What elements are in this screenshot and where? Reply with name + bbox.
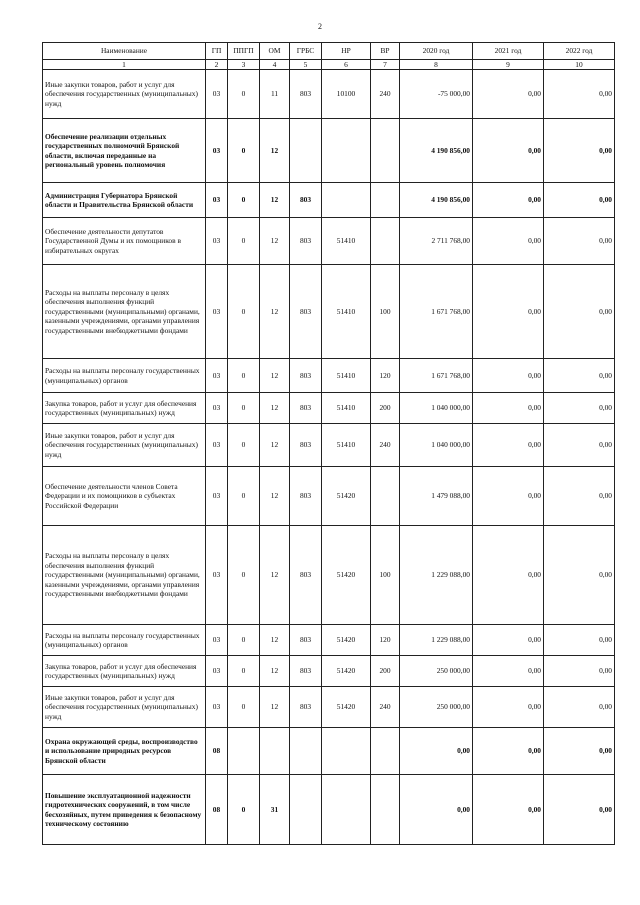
cell-nr: 51420 xyxy=(322,687,371,728)
cell-vr xyxy=(371,183,400,218)
cell-2021: 0,00 xyxy=(473,359,544,393)
cell-2020: 0,00 xyxy=(400,728,473,775)
header-grbs: ГРБС xyxy=(290,43,322,60)
cell-om: 11 xyxy=(260,70,290,119)
cell-om: 12 xyxy=(260,218,290,265)
table-row xyxy=(43,393,615,424)
cell-2022: 0,00 xyxy=(544,687,615,728)
cell-om: 12 xyxy=(260,119,290,183)
cell-2022: 0,00 xyxy=(544,656,615,687)
cell-grbs: 803 xyxy=(290,393,322,424)
cell-2022: 0,00 xyxy=(544,393,615,424)
cell-2020: 0,00 xyxy=(400,775,473,845)
cell-nr: 51420 xyxy=(322,656,371,687)
cell-name: Охрана окружающей среды, воспроизводство и использование природных ресурсов Брянской области xyxy=(43,728,206,775)
column-number-row xyxy=(43,60,615,70)
column-number: 8 xyxy=(400,60,473,70)
header-ppgp: ППГП xyxy=(228,43,260,60)
cell-gp: 03 xyxy=(206,393,228,424)
cell-gp: 08 xyxy=(206,728,228,775)
cell-grbs: 803 xyxy=(290,183,322,218)
cell-vr xyxy=(371,728,400,775)
cell-nr: 51420 xyxy=(322,625,371,656)
header-om: ОМ xyxy=(260,43,290,60)
cell-gp: 03 xyxy=(206,625,228,656)
cell-ppgp: 0 xyxy=(228,393,260,424)
cell-nr xyxy=(322,183,371,218)
cell-2020: 4 190 856,00 xyxy=(400,183,473,218)
table-row xyxy=(43,526,615,625)
cell-name: Иные закупки товаров, работ и услуг для обеспечения государственных (муниципальных) нужд xyxy=(43,70,206,119)
cell-nr: 51420 xyxy=(322,526,371,625)
cell-nr: 51420 xyxy=(322,467,371,526)
cell-gp: 03 xyxy=(206,656,228,687)
cell-2021: 0,00 xyxy=(473,728,544,775)
cell-ppgp xyxy=(228,728,260,775)
cell-ppgp: 0 xyxy=(228,656,260,687)
cell-nr: 51410 xyxy=(322,424,371,467)
cell-gp: 08 xyxy=(206,775,228,845)
cell-2020: 250 000,00 xyxy=(400,687,473,728)
cell-grbs: 803 xyxy=(290,218,322,265)
cell-nr: 10100 xyxy=(322,70,371,119)
cell-vr: 200 xyxy=(371,393,400,424)
cell-name: Иные закупки товаров, работ и услуг для обеспечения государственных (муниципальных) нужд xyxy=(43,424,206,467)
cell-grbs: 803 xyxy=(290,526,322,625)
cell-ppgp: 0 xyxy=(228,775,260,845)
cell-2020: 1 040 000,00 xyxy=(400,424,473,467)
table-body xyxy=(43,70,615,845)
cell-2022: 0,00 xyxy=(544,775,615,845)
cell-2020: 250 000,00 xyxy=(400,656,473,687)
cell-2021: 0,00 xyxy=(473,656,544,687)
cell-vr: 120 xyxy=(371,359,400,393)
table-row xyxy=(43,625,615,656)
cell-ppgp: 0 xyxy=(228,359,260,393)
column-number: 7 xyxy=(371,60,400,70)
cell-vr xyxy=(371,218,400,265)
cell-om: 12 xyxy=(260,467,290,526)
table-row xyxy=(43,467,615,526)
header-2020: 2020 год xyxy=(400,43,473,60)
cell-gp: 03 xyxy=(206,687,228,728)
cell-name: Повышение эксплуатационной надежности гидротехнических сооружений, в том числе бесхозяйных, путем приведения к безопасному техническому состоянию xyxy=(43,775,206,845)
cell-om: 12 xyxy=(260,526,290,625)
cell-nr: 51410 xyxy=(322,359,371,393)
table-row xyxy=(43,728,615,775)
column-number: 9 xyxy=(473,60,544,70)
cell-nr: 51410 xyxy=(322,265,371,359)
cell-gp: 03 xyxy=(206,183,228,218)
cell-2022: 0,00 xyxy=(544,526,615,625)
table-row xyxy=(43,775,615,845)
cell-vr: 120 xyxy=(371,625,400,656)
header-row xyxy=(43,43,615,60)
cell-name: Расходы на выплаты персоналу государственных (муниципальных) органов xyxy=(43,359,206,393)
cell-grbs xyxy=(290,775,322,845)
cell-gp: 03 xyxy=(206,265,228,359)
cell-om: 12 xyxy=(260,687,290,728)
cell-gp: 03 xyxy=(206,467,228,526)
table-row xyxy=(43,183,615,218)
cell-ppgp: 0 xyxy=(228,526,260,625)
cell-grbs: 803 xyxy=(290,687,322,728)
column-number: 4 xyxy=(260,60,290,70)
cell-grbs: 803 xyxy=(290,467,322,526)
cell-ppgp: 0 xyxy=(228,467,260,526)
cell-grbs: 803 xyxy=(290,656,322,687)
cell-grbs: 803 xyxy=(290,70,322,119)
cell-ppgp: 0 xyxy=(228,687,260,728)
cell-grbs xyxy=(290,119,322,183)
cell-ppgp: 0 xyxy=(228,183,260,218)
header-2021: 2021 год xyxy=(473,43,544,60)
table-row xyxy=(43,359,615,393)
cell-2020: -75 000,00 xyxy=(400,70,473,119)
column-number: 1 xyxy=(43,60,206,70)
cell-2022: 0,00 xyxy=(544,119,615,183)
cell-vr: 100 xyxy=(371,265,400,359)
cell-2020: 1 671 768,00 xyxy=(400,265,473,359)
cell-gp: 03 xyxy=(206,359,228,393)
cell-2021: 0,00 xyxy=(473,393,544,424)
table-row xyxy=(43,70,615,119)
table-row xyxy=(43,687,615,728)
cell-gp: 03 xyxy=(206,526,228,625)
cell-nr xyxy=(322,775,371,845)
cell-name: Расходы на выплаты персоналу государственных (муниципальных) органов xyxy=(43,625,206,656)
column-number: 3 xyxy=(228,60,260,70)
header-2022: 2022 год xyxy=(544,43,615,60)
cell-2020: 1 229 088,00 xyxy=(400,625,473,656)
cell-grbs: 803 xyxy=(290,424,322,467)
cell-2020: 2 711 768,00 xyxy=(400,218,473,265)
cell-2021: 0,00 xyxy=(473,183,544,218)
cell-name: Обеспечение деятельности депутатов Государственной Думы и их помощников в избирательных округах xyxy=(43,218,206,265)
cell-name: Расходы на выплаты персоналу в целях обеспечения выполнения функций государственными (муниципальными) органами, казенными учреждениями, органами управления государственными внебюджетными фондами xyxy=(43,526,206,625)
cell-ppgp: 0 xyxy=(228,119,260,183)
cell-om: 12 xyxy=(260,424,290,467)
cell-om: 12 xyxy=(260,359,290,393)
cell-nr xyxy=(322,728,371,775)
cell-vr: 100 xyxy=(371,526,400,625)
cell-grbs: 803 xyxy=(290,359,322,393)
cell-gp: 03 xyxy=(206,70,228,119)
cell-2021: 0,00 xyxy=(473,467,544,526)
cell-2021: 0,00 xyxy=(473,265,544,359)
header-vr: ВР xyxy=(371,43,400,60)
cell-grbs: 803 xyxy=(290,625,322,656)
cell-2022: 0,00 xyxy=(544,467,615,526)
cell-vr xyxy=(371,467,400,526)
cell-ppgp: 0 xyxy=(228,265,260,359)
cell-vr: 240 xyxy=(371,70,400,119)
cell-vr xyxy=(371,119,400,183)
cell-om: 31 xyxy=(260,775,290,845)
cell-2022: 0,00 xyxy=(544,218,615,265)
table-row xyxy=(43,218,615,265)
cell-nr: 51410 xyxy=(322,218,371,265)
cell-2022: 0,00 xyxy=(544,424,615,467)
cell-gp: 03 xyxy=(206,119,228,183)
cell-om: 12 xyxy=(260,393,290,424)
table-row xyxy=(43,656,615,687)
cell-name: Обеспечение реализации отдельных государственных полномочий Брянской области, включая переданные на региональный уровень полномочия xyxy=(43,119,206,183)
cell-gp: 03 xyxy=(206,424,228,467)
column-number: 5 xyxy=(290,60,322,70)
column-number: 2 xyxy=(206,60,228,70)
cell-name: Закупка товаров, работ и услуг для обеспечения государственных (муниципальных) нужд xyxy=(43,393,206,424)
table-row xyxy=(43,265,615,359)
cell-2021: 0,00 xyxy=(473,625,544,656)
table-row xyxy=(43,119,615,183)
cell-2020: 4 190 856,00 xyxy=(400,119,473,183)
page-number: 2 xyxy=(318,22,322,31)
cell-ppgp: 0 xyxy=(228,625,260,656)
cell-2021: 0,00 xyxy=(473,526,544,625)
cell-ppgp: 0 xyxy=(228,218,260,265)
cell-name: Обеспечение деятельности членов Совета Федерации и их помощников в субъектах Российской Федерации xyxy=(43,467,206,526)
cell-2021: 0,00 xyxy=(473,119,544,183)
cell-nr: 51410 xyxy=(322,393,371,424)
header-nr: НР xyxy=(322,43,371,60)
cell-grbs: 803 xyxy=(290,265,322,359)
cell-2021: 0,00 xyxy=(473,70,544,119)
cell-vr: 240 xyxy=(371,424,400,467)
cell-2020: 1 671 768,00 xyxy=(400,359,473,393)
cell-2020: 1 479 088,00 xyxy=(400,467,473,526)
cell-ppgp: 0 xyxy=(228,70,260,119)
cell-om: 12 xyxy=(260,183,290,218)
budget-table xyxy=(42,42,615,845)
cell-2022: 0,00 xyxy=(544,728,615,775)
cell-nr xyxy=(322,119,371,183)
cell-2022: 0,00 xyxy=(544,359,615,393)
cell-name: Закупка товаров, работ и услуг для обеспечения государственных (муниципальных) нужд xyxy=(43,656,206,687)
cell-2022: 0,00 xyxy=(544,265,615,359)
cell-2022: 0,00 xyxy=(544,183,615,218)
cell-2020: 1 040 000,00 xyxy=(400,393,473,424)
cell-2021: 0,00 xyxy=(473,218,544,265)
cell-2021: 0,00 xyxy=(473,687,544,728)
cell-om: 12 xyxy=(260,625,290,656)
cell-ppgp: 0 xyxy=(228,424,260,467)
column-number: 10 xyxy=(544,60,615,70)
cell-grbs xyxy=(290,728,322,775)
cell-vr: 240 xyxy=(371,687,400,728)
column-number: 6 xyxy=(322,60,371,70)
table-row xyxy=(43,424,615,467)
cell-name: Расходы на выплаты персоналу в целях обеспечения выполнения функций государственными (муниципальными) органами, казенными учреждениями, органами управления государственными внебюджетными фондами xyxy=(43,265,206,359)
cell-2020: 1 229 088,00 xyxy=(400,526,473,625)
cell-2022: 0,00 xyxy=(544,70,615,119)
header-gp: ГП xyxy=(206,43,228,60)
cell-2021: 0,00 xyxy=(473,424,544,467)
cell-name: Иные закупки товаров, работ и услуг для обеспечения государственных (муниципальных) нужд xyxy=(43,687,206,728)
cell-om: 12 xyxy=(260,656,290,687)
cell-om: 12 xyxy=(260,265,290,359)
header-name: Наименование xyxy=(43,43,206,60)
cell-2022: 0,00 xyxy=(544,625,615,656)
cell-vr xyxy=(371,775,400,845)
cell-name: Администрация Губернатора Брянской области и Правительства Брянской области xyxy=(43,183,206,218)
cell-vr: 200 xyxy=(371,656,400,687)
cell-gp: 03 xyxy=(206,218,228,265)
cell-om xyxy=(260,728,290,775)
cell-2021: 0,00 xyxy=(473,775,544,845)
